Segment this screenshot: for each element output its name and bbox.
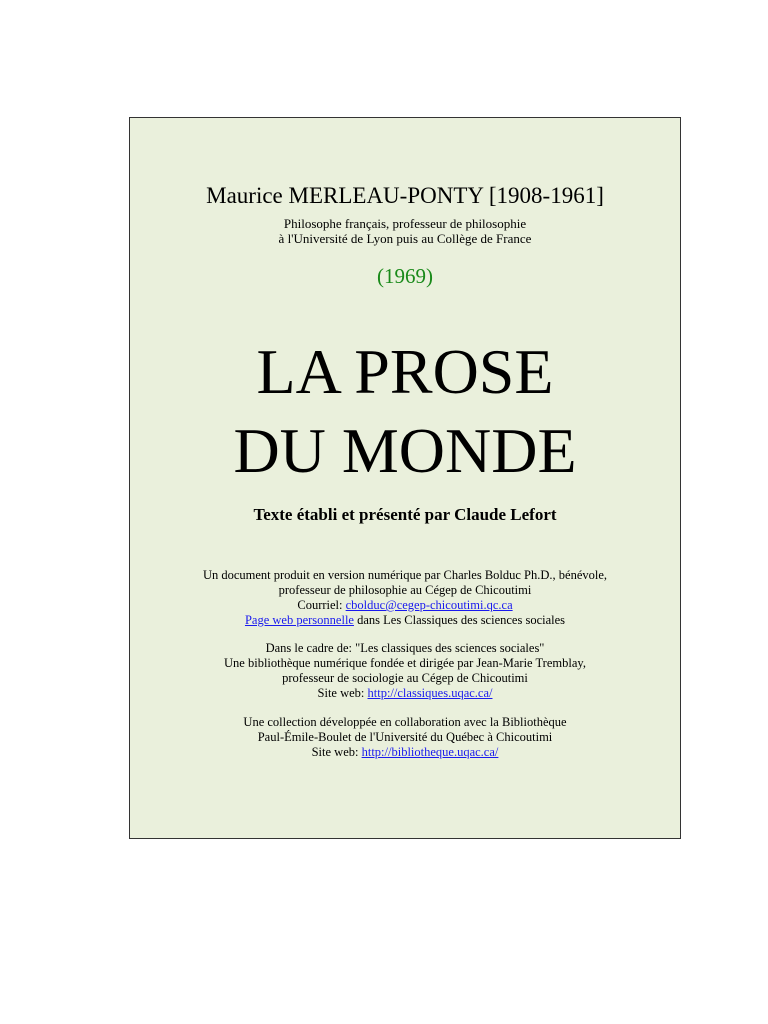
credits-line: Une bibliothèque numérique fondée et dirigée par Jean-Marie Tremblay,: [224, 656, 586, 670]
author-description-line: à l'Université de Lyon puis au Collège de France: [278, 231, 532, 246]
email-link[interactable]: cbolduc@cegep-chicoutimi.qc.ca: [345, 598, 513, 612]
bibliotheque-site-link[interactable]: http://bibliotheque.uqac.ca/: [361, 745, 499, 759]
editor-note: Texte établi et présenté par Claude Lefort: [253, 505, 557, 524]
publication-year: (1969): [377, 264, 433, 288]
book-title-line: DU MONDE: [233, 415, 577, 486]
credits-collection: [130, 641, 680, 701]
email-label: Courriel:: [297, 598, 346, 612]
personal-page-line: [130, 613, 680, 628]
book-title-line: LA PROSE: [256, 336, 554, 407]
site-label: Site web:: [311, 745, 362, 759]
author-heading: Maurice MERLEAU-PONTY [1908-1961]: [206, 183, 604, 208]
site-label: Site web:: [317, 686, 368, 700]
credits-line: Une collection développée en collaboration avec la Bibliothèque: [243, 715, 567, 729]
credits-line: Dans le cadre de: "Les classiques des sciences sociales": [265, 641, 545, 655]
credits-digitizer: [130, 568, 680, 628]
classiques-site-link[interactable]: http://classiques.uqac.ca/: [367, 686, 493, 700]
author-description-line: Philosophe français, professeur de philosophie: [283, 216, 527, 231]
personal-page-suffix: dans Les Classiques des sciences sociales: [353, 613, 566, 627]
credits-line: professeur de sociologie au Cégep de Chicoutimi: [282, 671, 528, 685]
site-line: [130, 686, 680, 701]
author-description: [130, 216, 680, 246]
credits-line: Un document produit en version numérique par Charles Bolduc Ph.D., bénévole,: [202, 568, 608, 582]
site-line: [130, 745, 680, 760]
cover-frame: [129, 117, 681, 839]
book-title: [130, 332, 680, 490]
credits-library: [130, 715, 680, 760]
credits-line: professeur de philosophie au Cégep de Chicoutimi: [278, 583, 532, 597]
personal-page-link[interactable]: Page web personnelle: [244, 613, 354, 627]
credits-line: Paul-Émile-Boulet de l'Université du Québec à Chicoutimi: [257, 730, 553, 744]
email-line: [130, 598, 680, 613]
